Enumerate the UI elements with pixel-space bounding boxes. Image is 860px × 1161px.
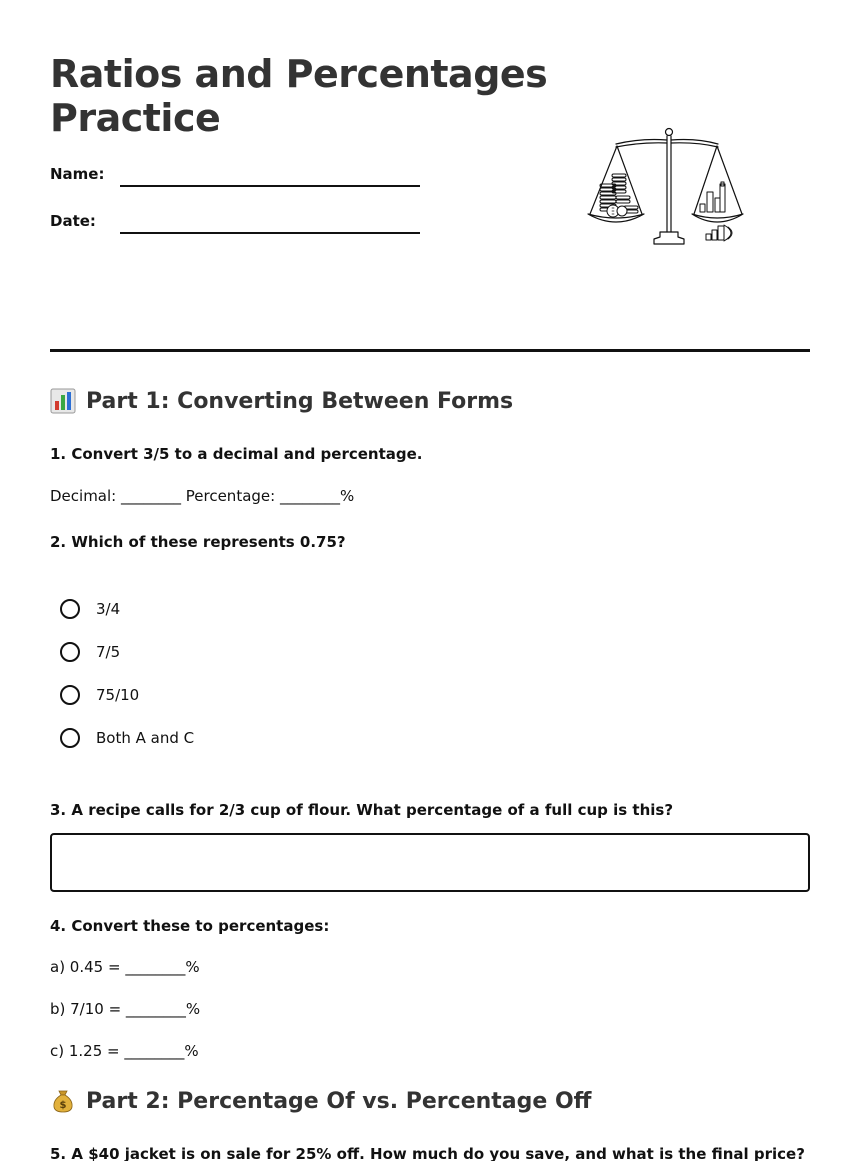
q3-answer-box[interactable]	[50, 833, 810, 892]
option-label: 3/4	[96, 600, 121, 618]
date-label: Date:	[50, 212, 96, 230]
question-5: 5. A $40 jacket is on sale for 25% off. How much do you save, and what is the final price?	[50, 1145, 805, 1161]
date-field-row	[50, 212, 430, 242]
question-4: 4. Convert these to percentages:	[50, 917, 330, 935]
part1-heading	[50, 388, 513, 414]
question-3: 3. A recipe calls for 2/3 cup of flour. What percentage of a full cup is this?	[50, 801, 674, 819]
q4-item-a[interactable]: a) 0.45 = ________%	[50, 958, 200, 976]
name-label: Name:	[50, 165, 105, 183]
balance-scale-icon	[586, 126, 746, 248]
q2-option-d[interactable]	[60, 725, 194, 751]
date-field[interactable]	[120, 232, 420, 234]
part2-heading	[50, 1088, 592, 1114]
radio-button[interactable]	[60, 642, 80, 662]
radio-button[interactable]	[60, 599, 80, 619]
radio-button[interactable]	[60, 728, 80, 748]
name-field-row	[50, 165, 430, 195]
radio-button[interactable]	[60, 685, 80, 705]
header-divider	[50, 349, 810, 352]
option-label: 75/10	[96, 686, 140, 704]
name-field[interactable]	[120, 185, 420, 187]
part2-title: Part 2: Percentage Of vs. Percentage Off	[86, 1088, 592, 1114]
money-bag-icon	[50, 1088, 76, 1114]
q2-option-b[interactable]	[60, 639, 120, 665]
q2-option-a[interactable]	[60, 596, 120, 622]
q2-option-c[interactable]	[60, 682, 139, 708]
part1-title: Part 1: Converting Between Forms	[86, 388, 514, 414]
bar-chart-icon	[50, 388, 76, 414]
q4-item-c[interactable]: c) 1.25 = ________%	[50, 1042, 199, 1060]
title-line-2: Practice	[50, 96, 221, 140]
question-1: 1. Convert 3/5 to a decimal and percentage.	[50, 445, 423, 463]
title-line-1: Ratios and Percentages	[50, 52, 548, 96]
option-label: 7/5	[96, 643, 121, 661]
q1-answer-line[interactable]: Decimal: ________ Percentage: ________%	[50, 487, 355, 505]
option-label: Both A and C	[96, 729, 195, 747]
svg-text:$: $	[59, 1100, 67, 1111]
question-2: 2. Which of these represents 0.75?	[50, 533, 346, 551]
q4-item-b[interactable]: b) 7/10 = ________%	[50, 1000, 201, 1018]
page-title	[50, 52, 570, 140]
